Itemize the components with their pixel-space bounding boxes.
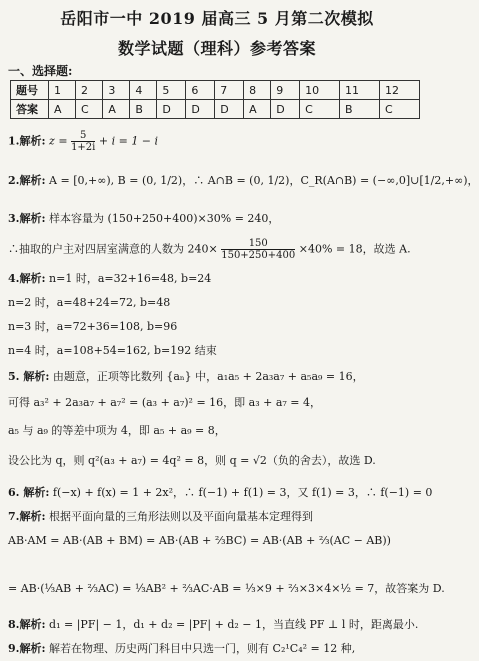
solution-9 <box>8 640 355 656</box>
solution-text: = AB·(⅓AB + ⅔AC) = ⅓AB² + ⅔AC·AB = ⅓×9 + ⅔×3×4×½ = 7，故答案为 D. <box>8 582 445 595</box>
solution-text: + i = 1 − i <box>98 134 159 148</box>
solution-label: 7.解析: <box>8 510 46 523</box>
solution-8 <box>8 616 418 632</box>
fraction-denominator: 1+2i <box>71 142 96 153</box>
solution-text: n=3 时，a=72+36=108, b=96 <box>8 320 178 333</box>
solution-5 <box>8 368 364 384</box>
solution-label: 6. 解析: <box>8 486 50 499</box>
answer-table <box>10 80 420 119</box>
section-heading: 一、选择题: <box>8 64 73 78</box>
table-cell: C <box>379 100 419 119</box>
exam-subtitle: 数学试题（理科）参考答案 <box>117 39 316 58</box>
table-row <box>11 81 420 100</box>
fraction-denominator: 150+250+400 <box>221 250 296 261</box>
solution-text: ×40% = 18，故选 A. <box>298 242 411 256</box>
solution-label: 2.解析: <box>8 174 46 187</box>
table-cell: 6 <box>186 81 215 100</box>
solution-text: 可得 a₃² + 2a₃a₇ + a₇² = (a₃ + a₇)² = 16，即 a₃ + a₇ = 4， <box>8 396 322 409</box>
table-cell: A <box>103 100 130 119</box>
solution-text: a₅ 与 a₉ 的等差中项为 4，即 a₅ + a₉ = 8， <box>8 424 226 437</box>
table-cell: A <box>244 100 271 119</box>
solution-7 <box>8 508 313 524</box>
solution-label: 5. 解析: <box>8 370 50 383</box>
table-cell: 5 <box>157 81 186 100</box>
table-cell: 题号 <box>11 81 49 100</box>
table-cell: 答案 <box>11 100 49 119</box>
table-cell: 8 <box>244 81 271 100</box>
solution-text: n=1 时，a=32+16=48, b=24 <box>49 272 212 285</box>
table-cell: A <box>49 100 76 119</box>
fraction <box>221 238 295 261</box>
solution-6 <box>8 484 432 500</box>
solution-text: 解若在物理、历史两门科目中只选一门，则有 C₂¹C₄² = 12 种, <box>49 642 356 655</box>
solution-text: A = [0,+∞), B = (0, 1/2)，∴ A∩B = (0, 1/2)，C_R(A∩B) = (−∞,0]∪[1/2,+∞)， <box>49 174 479 187</box>
table-cell: D <box>271 100 300 119</box>
table-cell: 7 <box>215 81 244 100</box>
table-cell: 2 <box>76 81 103 100</box>
fraction-numerator: 5 <box>71 130 95 142</box>
solution-3-cont <box>8 238 411 261</box>
table-cell: 12 <box>379 81 419 100</box>
exam-title: 岳阳市一中 2019 届高三 5 月第二次模拟 <box>60 9 374 28</box>
solution-text: 样本容量为 (150+250+400)×30% = 240， <box>49 212 280 225</box>
table-cell: D <box>215 100 244 119</box>
solution-3 <box>8 210 279 226</box>
solution-text: n=2 时，a=48+24=72, b=48 <box>8 296 171 309</box>
table-cell: D <box>186 100 215 119</box>
table-cell: 1 <box>49 81 76 100</box>
solution-label: 1.解析: <box>8 134 46 148</box>
table-cell: 4 <box>130 81 157 100</box>
solution-text: 由题意，正项等比数列 {aₙ} 中，a₁a₅ + 2a₃a₇ + a₅a₉ = 16， <box>52 370 364 383</box>
table-cell: B <box>340 100 380 119</box>
solution-4 <box>8 270 211 286</box>
table-cell: D <box>157 100 186 119</box>
solution-text: 设公比为 q，则 q²(a₃ + a₇) = 4q² = 8，则 q = √2（负的舍去），故选 D. <box>8 454 376 467</box>
table-cell: 11 <box>340 81 380 100</box>
solution-text: AB·AM = AB·(AB + BM) = AB·(AB + ⅔BC) = AB·(AB + ⅔(AC − AB)) <box>8 534 391 547</box>
table-cell: 10 <box>300 81 340 100</box>
solution-text: 根据平面向量的三角形法则以及平面向量基本定理得到 <box>49 510 314 523</box>
solution-label: 8.解析: <box>8 618 46 631</box>
table-cell: B <box>130 100 157 119</box>
solution-2 <box>8 172 479 188</box>
table-cell: C <box>76 100 103 119</box>
table-row <box>11 100 420 119</box>
fraction <box>71 130 95 153</box>
solution-1 <box>8 130 158 153</box>
table-cell: 9 <box>271 81 300 100</box>
solution-label: 9.解析: <box>8 642 46 655</box>
solution-text: ∴抽取的户主对四居室满意的人数为 240× <box>8 242 218 256</box>
solution-text: z = <box>49 134 72 148</box>
solution-label: 3.解析: <box>8 212 46 225</box>
solution-label: 4.解析: <box>8 272 46 285</box>
solution-text: d₁ = |PF| − 1，d₁ + d₂ = |PF| + d₂ − 1，当直线 PF ⊥ l 时，距离最小. <box>49 618 419 631</box>
solution-text: f(−x) + f(x) = 1 + 2x²，∴ f(−1) + f(1) = 3，又 f(1) = 3，∴ f(−1) = 0 <box>52 486 433 499</box>
fraction-numerator: 150 <box>221 238 295 250</box>
solution-text: n=4 时，a=108+54=162, b=192 结束 <box>8 344 217 357</box>
table-cell: C <box>300 100 340 119</box>
table-cell: 3 <box>103 81 130 100</box>
